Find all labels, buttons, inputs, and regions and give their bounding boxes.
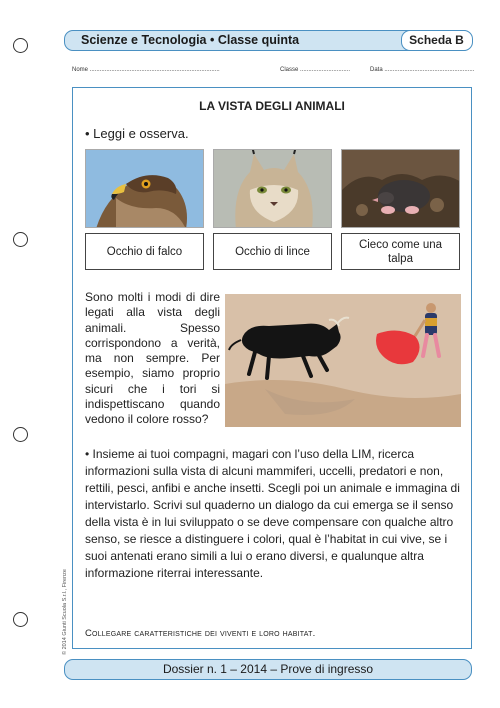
lynx-photo [213, 149, 332, 228]
binder-hole-1 [13, 38, 28, 53]
caption-lynx: Occhio di lince [213, 233, 332, 270]
class-field[interactable]: Classe .............................. [280, 67, 351, 73]
binder-hole-3 [13, 427, 28, 442]
header-bar [64, 30, 472, 51]
task-text: • Insieme ai tuoi compagni, magari con l’uso della LIM, ricerca informazioni sulla vista di alcuni mammiferi, uccelli, predatori e non, rettili, pesci, anfibi e anche insetti. Scegli poi un animale e immagina di intervistarlo. Scrivi sul quaderno un dialogo da cui emerga se il senso della vista è in lui sviluppato o se deve compensare con qualche altro senso, se riesce a distinguere i colori, qual è l’habitat in cui vive, se i suoi antenati erano simili a lui o erano diversi, e qualunque altra informazione riterrai interessante. [85, 447, 460, 580]
date-field[interactable]: Data ...................................................... [370, 67, 475, 73]
caption-falcon: Occhio di falco [85, 233, 204, 270]
subject-title: Scienze e Tecnologia • Classe quinta [81, 33, 300, 47]
footer-bar: Dossier n. 1 – 2014 – Prove di ingresso [64, 659, 472, 680]
binder-hole-4 [13, 612, 28, 627]
scheda-label: Scheda B [401, 30, 473, 51]
intro-paragraph: Sono molti i modi di dire legati alla vista degli animali. Spesso corrispondono a verità, ma non sempre. Per esempio, siamo proprio sicuri che i tori si indispettiscano quando vedono il colore rosso? [85, 290, 220, 427]
learning-objective: Collegare caratteristiche dei viventi e loro habitat. [85, 628, 316, 639]
caption-mole: Cieco come una talpa [341, 233, 460, 270]
falcon-photo [85, 149, 204, 228]
instruction-text: • Leggi e osserva. [85, 126, 189, 141]
binder-hole-2 [13, 232, 28, 247]
worksheet-title: LA VISTA DEGLI ANIMALI [199, 99, 345, 113]
mole-photo [341, 149, 460, 228]
bullfight-photo [225, 294, 461, 427]
copyright-note: © 2014 Giunti Scuola S.r.l., Firenze [62, 569, 68, 655]
name-field[interactable]: Nome .............................................................................. [72, 67, 220, 73]
worksheet-frame [72, 87, 472, 649]
